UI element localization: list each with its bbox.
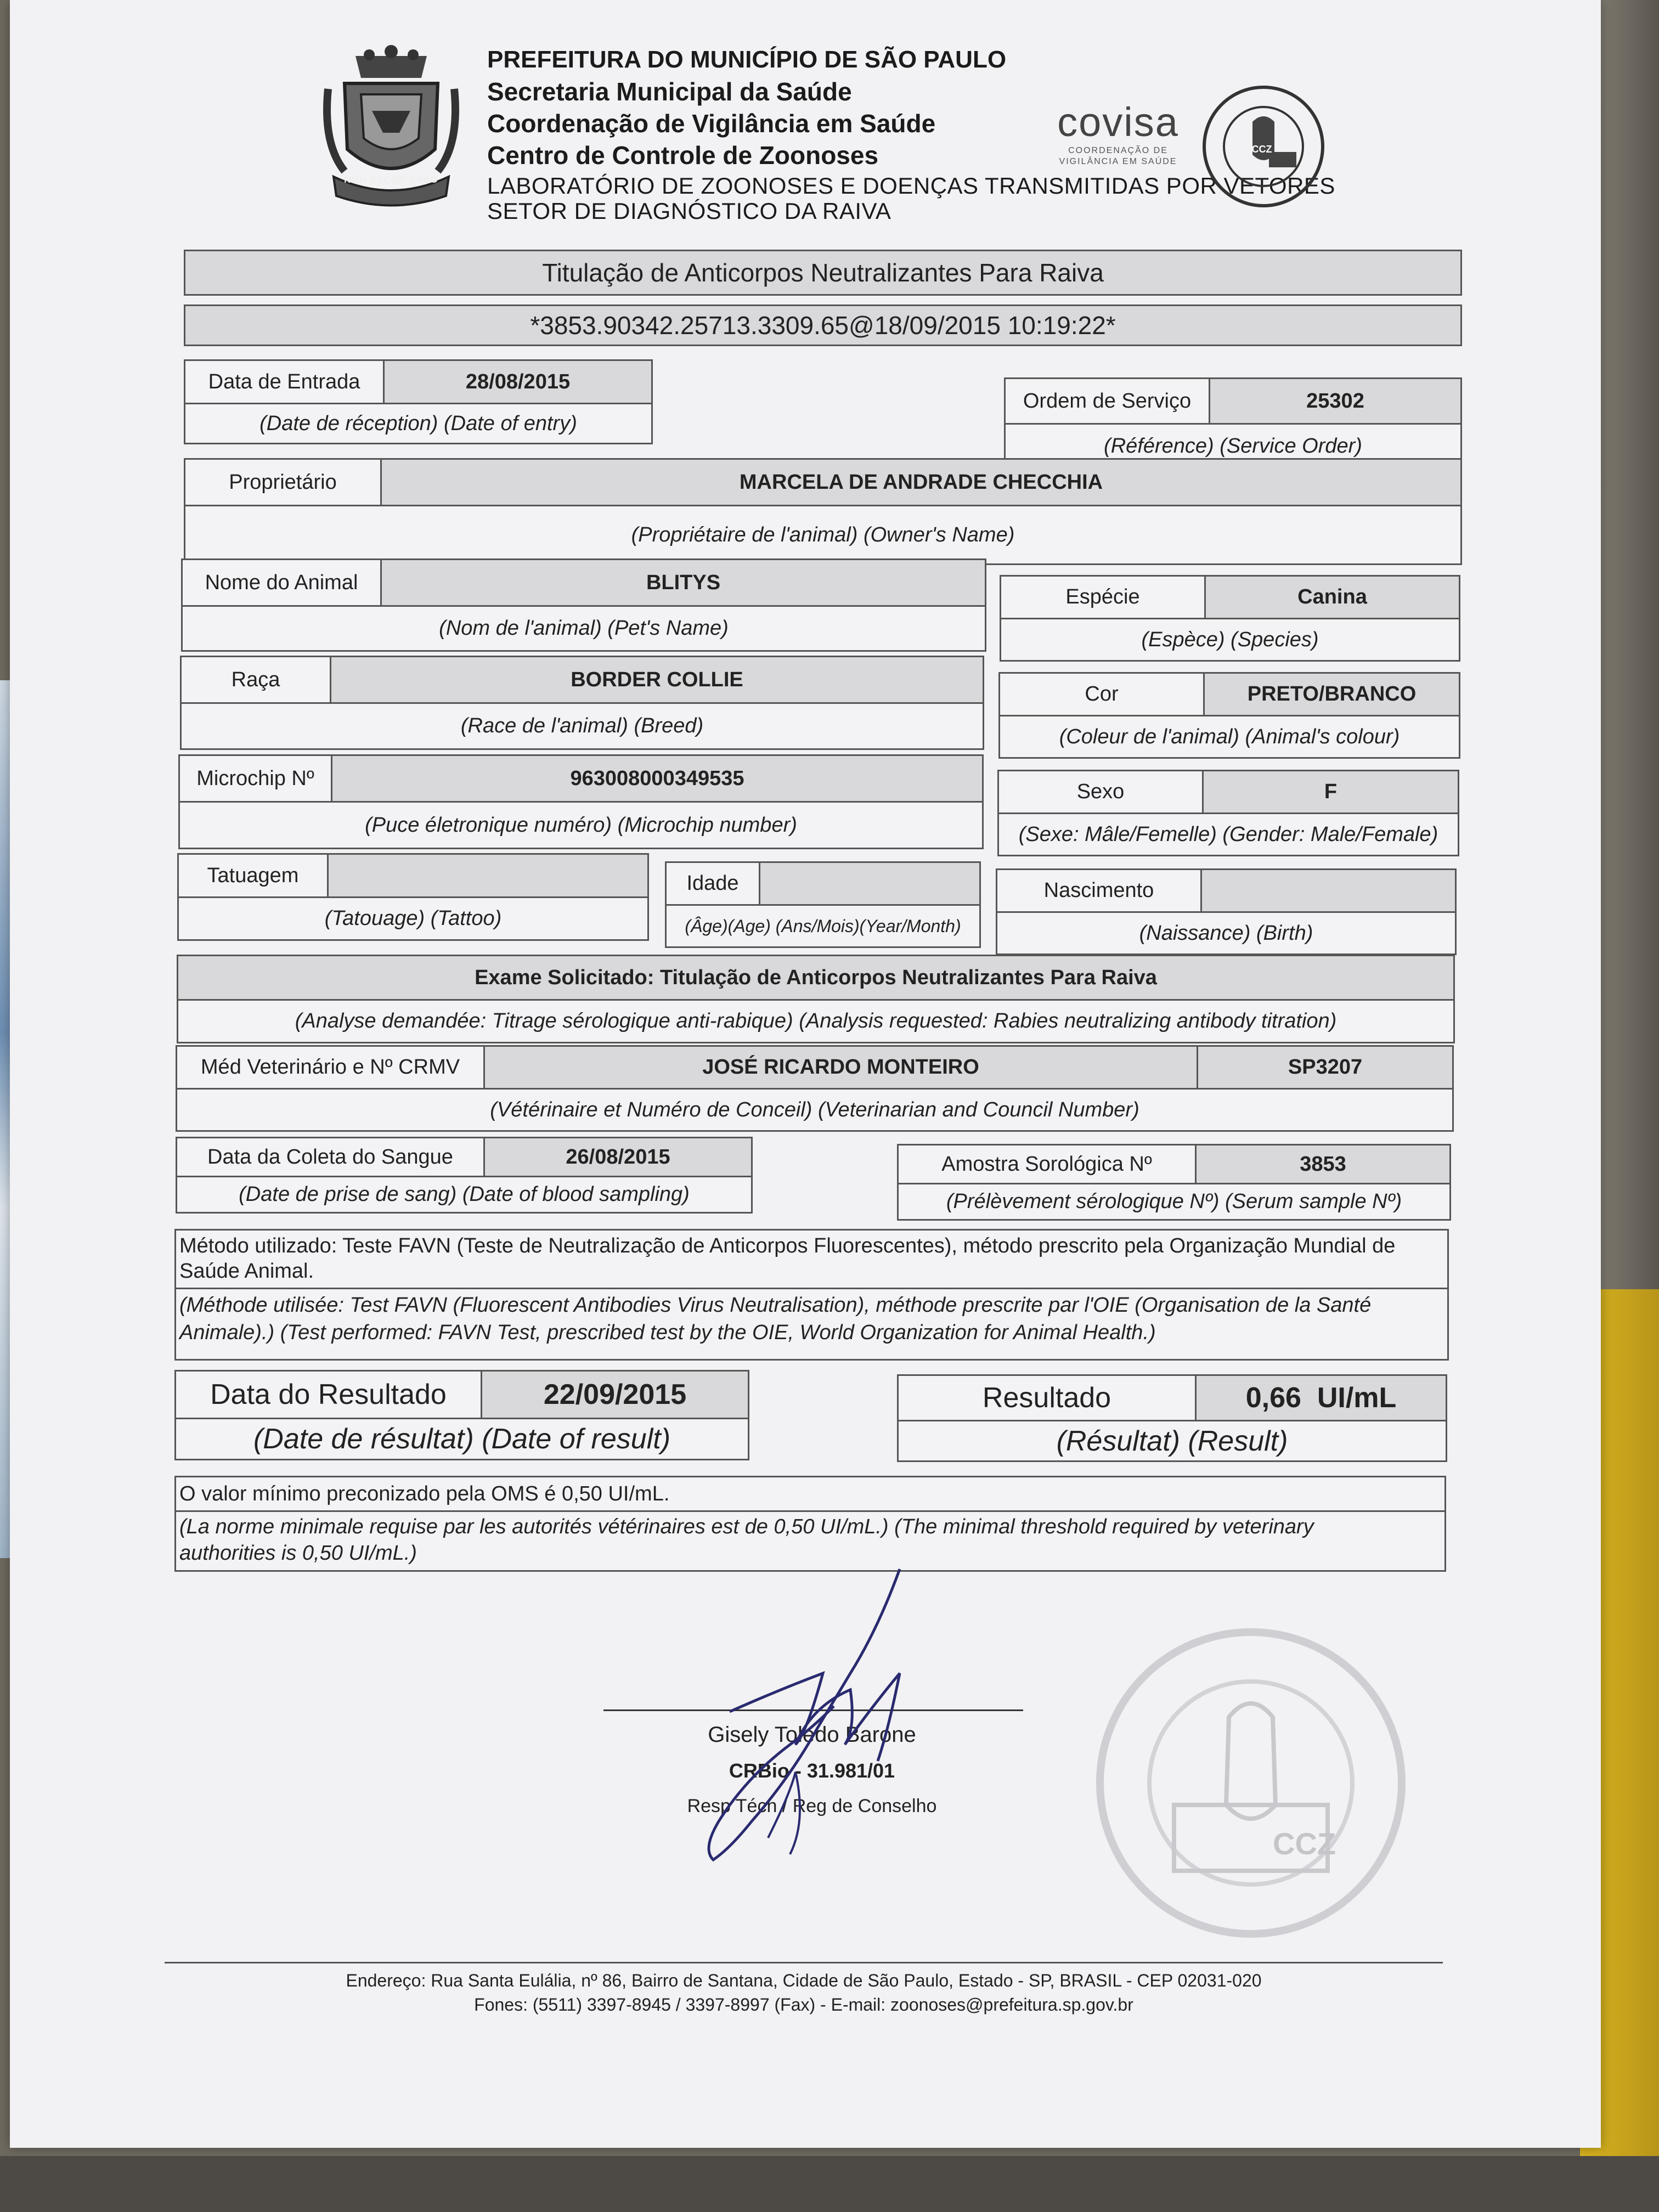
exam-translation: (Analyse demandée: Titrage sérologique anti-rabique) (Analysis requested: Rabies neutralizing antibody titration) (295, 1009, 1337, 1032)
entry-date-label: Data de Entrada (208, 370, 360, 393)
microchip-translation: (Puce életronique numéro) (Microchip number) (365, 813, 797, 837)
result-label: Resultado (982, 1382, 1111, 1414)
method-fr-line1: (Méthode utilisée: Test FAVN (Fluorescent Antibodies Virus Neutralisation), méthode prescrite par l'OIE (Organisation de la Santé (179, 1294, 1372, 1317)
footer-contacts: Fones: (5511) 3397-8945 / 3397-8997 (Fax) - E-mail: zoonoses@prefeitura.sp.gov.br (474, 1995, 1133, 2015)
handwritten-signature (669, 1564, 998, 1871)
service-order-box (1004, 377, 1462, 470)
serum-sample-translation: (Prélèvement sérologique Nº) (Serum sample Nº) (946, 1190, 1402, 1213)
method-box (174, 1229, 1449, 1361)
embossed-seal-icon (1092, 1624, 1410, 1942)
service-order-value: 25302 (1210, 379, 1460, 423)
result-value: 0,66 UI/mL (1197, 1376, 1446, 1420)
footer-address: Endereço: Rua Santa Eulália, nº 86, Bairro de Santana, Cidade de São Paulo, Estado - SP, BRASIL - CEP 02031-020 (346, 1971, 1262, 1990)
method-fr-line2: Animale).) (Test performed: FAVN Test, prescribed test by the OIE, World Organization for Animal Health.) (179, 1321, 1156, 1344)
microchip-box (178, 754, 984, 849)
animal-name-value: BLITYS (382, 560, 985, 605)
header-prefeitura: PREFEITURA DO MUNICÍPIO DE SÃO PAULO (487, 46, 1007, 73)
microchip-value: 963008000349535 (332, 756, 982, 801)
header-laboratorio: LABORATÓRIO DE ZOONOSES E DOENÇAS TRANSMITIDAS POR VETORES (487, 173, 1335, 199)
service-order-label: Ordem de Serviço (1023, 389, 1192, 413)
birth-value (1202, 870, 1455, 911)
species-value: Canina (1206, 577, 1459, 618)
covisa-logo (1047, 99, 1189, 181)
header-secretaria: Secretaria Municipal da Saúde (487, 77, 852, 106)
owner-label: Proprietário (229, 470, 337, 494)
signatory-role: Resp Técn / Reg de Conselho (687, 1796, 937, 1816)
form-code: *3853.90342.25713.3309.65@18/09/2015 10:19:22* (530, 311, 1116, 340)
result-box (897, 1374, 1447, 1462)
vet-label: Méd Veterinário e Nº CRMV (200, 1056, 460, 1079)
vet-box (176, 1045, 1454, 1132)
result-date-label: Data do Resultado (210, 1379, 447, 1410)
threshold-fr-line2: authorities is 0,50 UI/mL.) (179, 1542, 417, 1565)
result-date-value: 22/09/2015 (482, 1372, 748, 1418)
result-date-box (174, 1370, 749, 1460)
tattoo-box (177, 853, 649, 941)
species-translation: (Espèce) (Species) (1141, 628, 1319, 651)
form-title: Titulação de Anticorpos Neutralizantes Para Raiva (542, 258, 1104, 287)
species-box (1000, 575, 1460, 662)
blood-date-box (176, 1137, 753, 1214)
sex-value: F (1204, 771, 1458, 812)
blood-date-translation: (Date de prise de sang) (Date of blood sampling) (239, 1183, 690, 1206)
result-translation: (Résultat) (Result) (1056, 1425, 1288, 1457)
vet-crmv: SP3207 (1198, 1047, 1452, 1088)
serum-sample-box (897, 1144, 1451, 1221)
signatory-name: Gisely Toledo Barone (708, 1723, 916, 1747)
colour-box (998, 672, 1460, 759)
colour-value: PRETO/BRANCO (1205, 674, 1459, 715)
footer-rule (165, 1962, 1443, 1963)
birth-translation: (Naissance) (Birth) (1139, 921, 1313, 945)
form-title-box (184, 250, 1462, 296)
blood-date-value: 26/08/2015 (485, 1138, 751, 1176)
birth-label: Nascimento (1043, 879, 1154, 902)
age-box (665, 861, 981, 948)
result-date-translation: (Date de résultat) (Date of result) (253, 1423, 671, 1455)
sex-translation: (Sexe: Mâle/Femelle) (Gender: Male/Female) (1018, 822, 1438, 846)
threshold-pt: O valor mínimo preconizado pela OMS é 0,50 UI/mL. (179, 1482, 670, 1505)
age-value (760, 863, 979, 904)
animal-name-box (181, 558, 986, 652)
background-floor (0, 2156, 1659, 2212)
serum-sample-label: Amostra Sorológica Nº (941, 1152, 1152, 1176)
tattoo-value (329, 855, 647, 896)
breed-translation: (Race de l'animal) (Breed) (460, 714, 704, 737)
certificate-paper (10, 0, 1601, 2148)
age-label: Idade (686, 872, 739, 895)
vet-value: JOSÉ RICARDO MONTEIRO (485, 1047, 1197, 1088)
form-code-box (184, 304, 1462, 346)
birth-box (996, 868, 1457, 955)
crest-motto: NON DVCOR DVCO (344, 174, 438, 185)
sex-box (997, 770, 1459, 856)
breed-label: Raça (231, 668, 280, 691)
svg-text:CCZ: CCZ (1273, 1826, 1336, 1861)
header-centro: Centro de Controle de Zoonoses (487, 141, 879, 170)
species-label: Espécie (1065, 585, 1140, 608)
owner-value: MARCELA DE ANDRADE CHECCHIA (382, 460, 1460, 505)
method-pt-line2: Saúde Animal. (179, 1260, 314, 1283)
animal-name-label: Nome do Animal (205, 571, 358, 594)
exam-box (177, 955, 1455, 1043)
blood-date-label: Data da Coleta do Sangue (207, 1145, 453, 1169)
covisa-wordmark: covisa (1057, 99, 1179, 145)
exam-label: Exame Solicitado: Titulação de Anticorpos Neutralizantes Para Raiva (178, 956, 1453, 999)
owner-box (184, 458, 1462, 565)
ccz-seal-badge: CCZ (1251, 144, 1272, 155)
tattoo-label: Tatuagem (207, 864, 299, 887)
entry-date-translation: (Date de réception) (Date of entry) (259, 411, 577, 435)
entry-date-box (184, 359, 653, 444)
threshold-fr-line1: (La norme minimale requise par les autorités vétérinaires est de 0,50 UI/mL.) (The minimal threshold required by veterinary (179, 1515, 1314, 1538)
covisa-subtitle-2: VIGILÂNCIA EM SAÚDE (1059, 157, 1177, 166)
animal-name-translation: (Nom de l'animal) (Pet's Name) (439, 617, 729, 640)
footer (165, 1968, 1443, 2017)
serum-sample-value: 3853 (1197, 1146, 1449, 1183)
vet-translation: (Vétérinaire et Numéro de Conceil) (Veterinarian and Council Number) (490, 1098, 1139, 1121)
breed-value: BORDER COLLIE (331, 657, 983, 702)
covisa-subtitle-1: COORDENAÇÃO DE (1068, 146, 1168, 155)
age-translation: (Âge)(Age) (Ans/Mois)(Year/Month) (685, 916, 961, 936)
method-pt-line1: Método utilizado: Teste FAVN (Teste de Neutralização de Anticorpos Fluorescentes), método prescrito pela Organização Mundial de (179, 1234, 1396, 1257)
owner-translation: (Propriétaire de l'animal) (Owner's Name) (631, 523, 1015, 546)
colour-label: Cor (1085, 682, 1119, 706)
microchip-label: Microchip Nº (196, 766, 314, 790)
signatory-registry: CRBio - 31.981/01 (729, 1759, 895, 1782)
sex-label: Sexo (1076, 780, 1125, 803)
header-coordenacao: Coordenação de Vigilância em Saúde (487, 109, 936, 138)
threshold-box (174, 1476, 1446, 1572)
tattoo-translation: (Tatouage) (Tattoo) (324, 907, 502, 930)
colour-translation: (Coleur de l'animal) (Animal's colour) (1059, 725, 1400, 748)
breed-box (180, 656, 984, 750)
entry-date-value: 28/08/2015 (385, 361, 651, 403)
service-order-translation: (Référence) (Service Order) (1104, 434, 1362, 458)
header-setor: SETOR DE DIAGNÓSTICO DA RAIVA (487, 198, 891, 224)
